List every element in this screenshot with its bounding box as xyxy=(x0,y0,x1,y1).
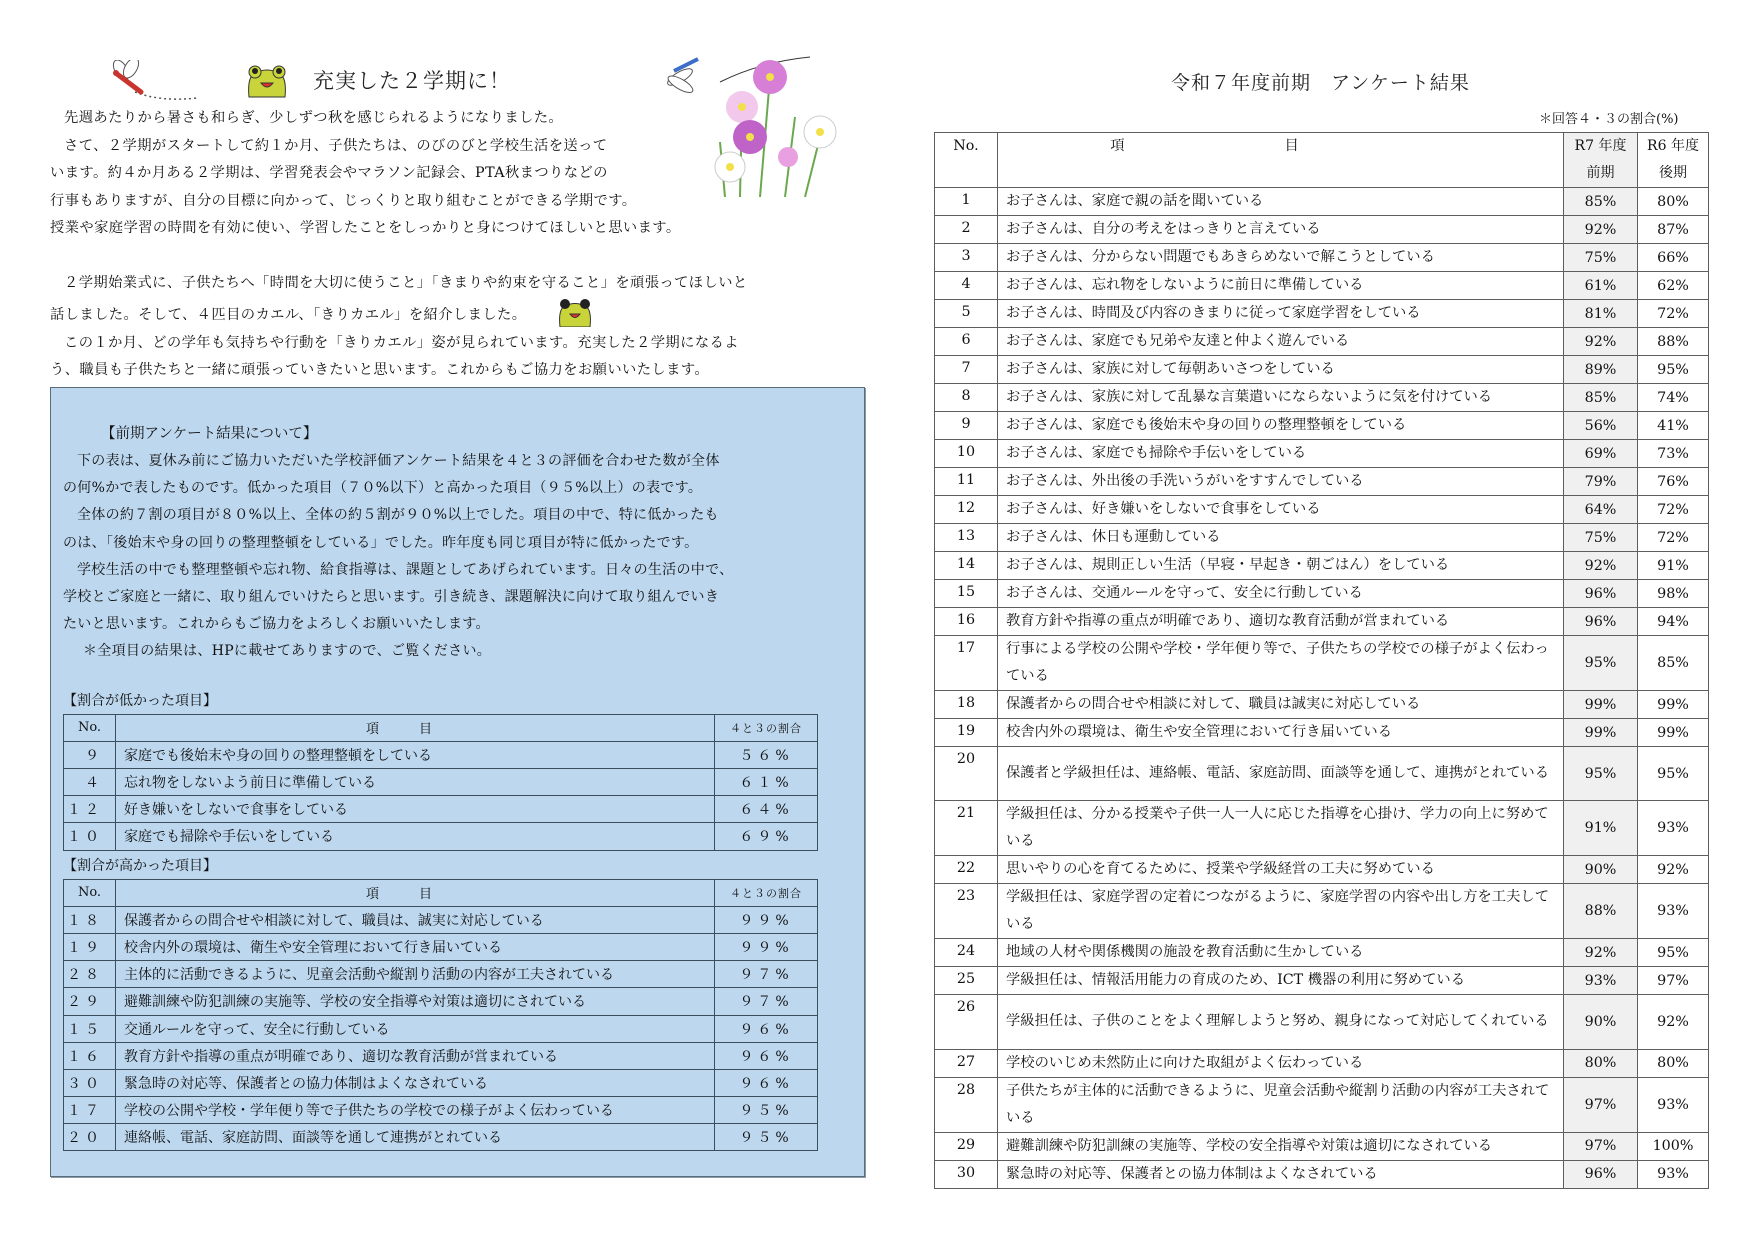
table-row xyxy=(935,412,1709,440)
table-row xyxy=(935,524,1709,552)
row-r6-value: 99% xyxy=(1638,691,1709,719)
row-item: 家庭でも後始末や身の回りの整理整頓をしている xyxy=(116,741,715,768)
row-r7-value: 92% xyxy=(1564,939,1638,967)
row-r6-value: 95% xyxy=(1638,939,1709,967)
row-r7-value: 92% xyxy=(1564,552,1638,580)
row-no: １０ xyxy=(64,823,116,850)
row-no: 25 xyxy=(935,967,998,995)
row-no: ９ xyxy=(64,741,116,768)
intro-line: います。約４か月ある２学期は、学習発表会やマラソン記録会、PTA秋まつりなどの xyxy=(50,165,608,181)
row-ratio: ６９% xyxy=(715,823,818,850)
summary-line: 全体の約７割の項目が８０%以上、全体の約５割が９０%以上でした。項目の中で、特に低かったも xyxy=(77,507,719,524)
row-r6-value: 91% xyxy=(1638,552,1709,580)
low-items-table xyxy=(63,714,818,851)
row-r6-value: 76% xyxy=(1638,468,1709,496)
table-row xyxy=(64,1069,818,1096)
table-header-row xyxy=(64,714,818,741)
row-r7-value: 93% xyxy=(1564,967,1638,995)
row-ratio: ９９% xyxy=(715,933,818,960)
row-item: お子さんは、時間及び内容のきまりに従って家庭学習をしている xyxy=(998,300,1564,328)
results-title: 令和７年度前期 アンケート結果 xyxy=(1171,72,1470,94)
row-r6-value: 72% xyxy=(1638,524,1709,552)
row-r7-value: 95% xyxy=(1564,636,1638,691)
row-r6-value: 87% xyxy=(1638,216,1709,244)
table-row xyxy=(935,747,1709,801)
row-r7-value: 75% xyxy=(1564,244,1638,272)
row-r7-value: 96% xyxy=(1564,1160,1638,1188)
row-r7-value: 89% xyxy=(1564,356,1638,384)
row-no: 14 xyxy=(935,552,998,580)
row-r7-value: 56% xyxy=(1564,412,1638,440)
row-ratio: ９６% xyxy=(715,1015,818,1042)
row-item: 忘れ物をしないよう前日に準備している xyxy=(116,769,715,796)
row-item: お子さんは、家庭でも掃除や手伝いをしている xyxy=(998,440,1564,468)
row-item: 保護者からの問合せや相談に対して、職員は、誠実に対応している xyxy=(116,906,715,933)
row-item: 子供たちが主体的に活動できるように、児童会活動や縦割り活動の内容が工夫されている xyxy=(998,1077,1564,1132)
row-item: お子さんは、家族に対して乱暴な言葉遣いにならないように気を付けている xyxy=(998,384,1564,412)
row-r6-value: 92% xyxy=(1638,856,1709,884)
row-no: 17 xyxy=(935,636,998,691)
row-r6-value: 94% xyxy=(1638,608,1709,636)
row-r6-value: 97% xyxy=(1638,967,1709,995)
table-row xyxy=(935,496,1709,524)
row-r7-value: 96% xyxy=(1564,580,1638,608)
row-r6-value: 80% xyxy=(1638,188,1709,216)
row-no: 13 xyxy=(935,524,998,552)
header-r7 xyxy=(1564,133,1638,188)
table-row xyxy=(935,188,1709,216)
row-r7-value: 99% xyxy=(1564,719,1638,747)
row-ratio: ９５% xyxy=(715,1124,818,1151)
row-r6-value: 72% xyxy=(1638,496,1709,524)
results-note: ＊回答４・３の割合(%) xyxy=(1539,112,1679,127)
row-ratio: ６１% xyxy=(715,769,818,796)
row-no: １９ xyxy=(64,933,116,960)
row-item: 避難訓練や防犯訓練の実施等、学校の安全指導や対策は適切にされている xyxy=(116,988,715,1015)
row-r7-value: 90% xyxy=(1564,995,1638,1049)
row-r6-value: 95% xyxy=(1638,747,1709,801)
table-row xyxy=(935,328,1709,356)
row-no: ４ xyxy=(64,769,116,796)
header-item: 項目 xyxy=(116,879,715,906)
table-row xyxy=(935,300,1709,328)
row-r6-value: 98% xyxy=(1638,580,1709,608)
row-r7-value: 92% xyxy=(1564,216,1638,244)
summary-paragraph xyxy=(63,448,854,666)
row-no: 1 xyxy=(935,188,998,216)
row-no: 8 xyxy=(935,384,998,412)
table-row xyxy=(935,384,1709,412)
row-item: お子さんは、交通ルールを守って、安全に行動している xyxy=(998,580,1564,608)
table-row xyxy=(935,856,1709,884)
row-r6-value: 100% xyxy=(1638,1132,1709,1160)
row-item: 校舎内外の環境は、衛生や安全管理において行き届いている xyxy=(998,719,1564,747)
table-row xyxy=(64,1042,818,1069)
table-row xyxy=(935,636,1709,691)
table-row xyxy=(935,801,1709,856)
frog-icon xyxy=(245,63,289,99)
summary-line: 学校生活の中でも整理整頓や忘れ物、給食指導は、課題としてあげられています。日々の生活の中で、 xyxy=(77,561,734,578)
row-no: 9 xyxy=(935,412,998,440)
row-item: 学級担任は、分かる授業や子供一人一人に応じた指導を心掛け、学力の向上に努めている xyxy=(998,801,1564,856)
table-row xyxy=(64,769,818,796)
table-row xyxy=(935,1160,1709,1188)
row-no: １５ xyxy=(64,1015,116,1042)
row-no: 26 xyxy=(935,995,998,1049)
table-row xyxy=(64,741,818,768)
row-item: お子さんは、外出後の手洗いうがいをすすんでしている xyxy=(998,468,1564,496)
row-item: お子さんは、家族に対して毎朝あいさつをしている xyxy=(998,356,1564,384)
row-no: ２８ xyxy=(64,961,116,988)
results-table xyxy=(934,132,1709,1189)
table-row xyxy=(935,691,1709,719)
small-frog-icon xyxy=(556,297,594,327)
summary-heading: 【前期アンケート結果について】 xyxy=(101,426,318,442)
ceremony-line: この１か月、どの学年も気持ちや行動を「きりカエル」姿が見られています。充実した２学期になるよ xyxy=(64,334,739,351)
row-item: 避難訓練や防犯訓練の実施等、学校の安全指導や対策は適切になされている xyxy=(998,1132,1564,1160)
table-row xyxy=(935,244,1709,272)
row-item: 教育方針や指導の重点が明確であり、適切な教育活動が営まれている xyxy=(116,1042,715,1069)
table-row xyxy=(935,1132,1709,1160)
low-items-label: 【割合が低かった項目】 xyxy=(63,692,217,709)
summary-line: のは、「後始末や身の回りの整理整頓をしている」でした。昨年度も同じ項目が特に低かったです。 xyxy=(63,534,699,551)
table-row xyxy=(64,961,818,988)
row-r6-value: 88% xyxy=(1638,328,1709,356)
table-header-row xyxy=(64,879,818,906)
row-ratio: ９７% xyxy=(715,988,818,1015)
header-item: 項目 xyxy=(116,714,715,741)
row-r6-value: 66% xyxy=(1638,244,1709,272)
header-r7-term: 前期 xyxy=(1586,165,1615,181)
row-item: 学校のいじめ未然防止に向けた取組がよく伝わっている xyxy=(998,1049,1564,1077)
title-row xyxy=(50,55,860,105)
table-row xyxy=(935,580,1709,608)
row-item: お子さんは、家庭で親の話を聞いている xyxy=(998,188,1564,216)
header-item: 項目 xyxy=(998,133,1564,188)
row-r7-value: 85% xyxy=(1564,384,1638,412)
row-item: 地域の人材や関係機関の施設を教育活動に生かしている xyxy=(998,939,1564,967)
high-items-table xyxy=(63,879,818,1152)
row-no: 7 xyxy=(935,356,998,384)
row-no: 5 xyxy=(935,300,998,328)
row-ratio: ９７% xyxy=(715,961,818,988)
row-r7-value: 69% xyxy=(1564,440,1638,468)
row-r6-value: 80% xyxy=(1638,1049,1709,1077)
high-items-label: 【割合が高かった項目】 xyxy=(63,857,217,874)
row-no: 30 xyxy=(935,1160,998,1188)
table-row xyxy=(64,906,818,933)
row-item: お子さんは、休日も運動している xyxy=(998,524,1564,552)
row-r6-value: 93% xyxy=(1638,884,1709,939)
row-no: 23 xyxy=(935,884,998,939)
table-row xyxy=(935,216,1709,244)
row-ratio: ９６% xyxy=(715,1069,818,1096)
table-row xyxy=(935,884,1709,939)
table-row xyxy=(935,1077,1709,1132)
row-no: ２０ xyxy=(64,1124,116,1151)
header-r7-year: R7 年度 xyxy=(1574,138,1627,154)
row-no: 16 xyxy=(935,608,998,636)
row-ratio: ９９% xyxy=(715,906,818,933)
ceremony-line-with-frog xyxy=(50,297,860,330)
row-item: お子さんは、自分の考えをはっきりと言えている xyxy=(998,216,1564,244)
row-r6-value: 93% xyxy=(1638,1077,1709,1132)
row-item: お子さんは、分からない問題でもあきらめないで解こうとしている xyxy=(998,244,1564,272)
summary-line: 学校とご家庭と一緒に、取り組んでいけたらと思います。引き続き、課題解決に向けて取り組んでいき xyxy=(63,589,720,606)
row-no: 21 xyxy=(935,801,998,856)
row-r7-value: 96% xyxy=(1564,608,1638,636)
cosmos-flowers-icon xyxy=(660,37,850,197)
table-header-row xyxy=(935,133,1709,188)
summary-line: 下の表は、夏休み前にご協力いただいた学校評価アンケート結果を４と３の評価を合わせた数が全体 xyxy=(77,453,720,469)
row-r7-value: 90% xyxy=(1564,856,1638,884)
summary-line: ＊全項目の結果は、HPに載せてありますので、ご覧ください。 xyxy=(83,643,492,660)
table-row xyxy=(64,933,818,960)
summary-line: たいと思います。これからもご協力をよろしくお願いいたします。 xyxy=(63,616,490,633)
header-no: No. xyxy=(64,714,116,741)
row-no: 19 xyxy=(935,719,998,747)
row-item: 思いやりの心を育てるために、授業や学級経営の工夫に努めている xyxy=(998,856,1564,884)
row-no: ２９ xyxy=(64,988,116,1015)
header-r6-year: R6 年度 xyxy=(1647,138,1699,154)
row-r6-value: 92% xyxy=(1638,995,1709,1049)
table-row xyxy=(64,1015,818,1042)
row-item: 保護者と学級担任は、連絡帳、電話、家庭訪問、面談等を通して、連携がとれている xyxy=(998,747,1564,801)
table-row xyxy=(935,440,1709,468)
table-row xyxy=(935,995,1709,1049)
row-item: 緊急時の対応等、保護者との協力体制はよくなされている xyxy=(998,1160,1564,1188)
row-item: 交通ルールを守って、安全に行動している xyxy=(116,1015,715,1042)
table-row xyxy=(64,1097,818,1124)
row-r6-value: 93% xyxy=(1638,801,1709,856)
table-row xyxy=(935,939,1709,967)
intro-line: さて、２学期がスタートして約１か月、子供たちは、のびのびと学校生活を送って xyxy=(64,137,608,154)
header-no: No. xyxy=(935,133,998,188)
table-row xyxy=(64,823,818,850)
table-row xyxy=(935,552,1709,580)
header-ratio: ４と３の割合 xyxy=(715,879,818,906)
row-no: 2 xyxy=(935,216,998,244)
row-item: 連絡帳、電話、家庭訪問、面談等を通して連携がとれている xyxy=(116,1124,715,1151)
row-item: 学級担任は、子供のことをよく理解しようと努め、親身になって対応してくれている xyxy=(998,995,1564,1049)
row-item: 保護者からの問合せや相談に対して、職員は誠実に対応している xyxy=(998,691,1564,719)
row-r7-value: 97% xyxy=(1564,1077,1638,1132)
row-no: 20 xyxy=(935,747,998,801)
row-r6-value: 85% xyxy=(1638,636,1709,691)
row-r6-value: 95% xyxy=(1638,356,1709,384)
row-r7-value: 88% xyxy=(1564,884,1638,939)
row-no: 12 xyxy=(935,496,998,524)
table-row xyxy=(64,796,818,823)
newsletter-title: 充実した２学期に！ xyxy=(313,69,511,93)
table-row xyxy=(64,1124,818,1151)
ceremony-line: 話しました。そして、４匹目のカエル、「きりカエル」を紹介しました。 xyxy=(50,307,527,323)
row-r6-value: 99% xyxy=(1638,719,1709,747)
row-r7-value: 91% xyxy=(1564,801,1638,856)
header-no: No. xyxy=(64,879,116,906)
intro-line: 先週あたりから暑さも和らぎ、少しずつ秋を感じられるようになりました。 xyxy=(64,110,564,126)
row-r6-value: 73% xyxy=(1638,440,1709,468)
row-r7-value: 61% xyxy=(1564,272,1638,300)
row-item: 好き嫌いをしないで食事をしている xyxy=(116,796,715,823)
row-item: 緊急時の対応等、保護者との協力体制はよくなされている xyxy=(116,1069,715,1096)
row-no: 22 xyxy=(935,856,998,884)
row-r7-value: 85% xyxy=(1564,188,1638,216)
row-item: お子さんは、家庭でも兄弟や友達と仲よく遊んでいる xyxy=(998,328,1564,356)
row-r7-value: 75% xyxy=(1564,524,1638,552)
table-row xyxy=(935,356,1709,384)
row-r6-value: 41% xyxy=(1638,412,1709,440)
row-r7-value: 95% xyxy=(1564,747,1638,801)
row-no: １８ xyxy=(64,906,116,933)
row-no: 6 xyxy=(935,328,998,356)
row-item: 教育方針や指導の重点が明確であり、適切な教育活動が営まれている xyxy=(998,608,1564,636)
intro-line: 授業や家庭学習の時間を有効に使い、学習したことをしっかりと身につけてほしいと思います。 xyxy=(50,220,681,236)
row-item: お子さんは、忘れ物をしないように前日に準備している xyxy=(998,272,1564,300)
row-no: 28 xyxy=(935,1077,998,1132)
row-r6-value: 72% xyxy=(1638,300,1709,328)
row-ratio: ９５% xyxy=(715,1097,818,1124)
row-r7-value: 79% xyxy=(1564,468,1638,496)
row-no: ３０ xyxy=(64,1069,116,1096)
table-row xyxy=(935,608,1709,636)
header-r6-term: 後期 xyxy=(1659,165,1687,181)
row-r7-value: 99% xyxy=(1564,691,1638,719)
row-no: 18 xyxy=(935,691,998,719)
row-item: 家庭でも掃除や手伝いをしている xyxy=(116,823,715,850)
row-item: 学校の公開や学校・学年便り等で子供たちの学校での様子がよく伝わっている xyxy=(116,1097,715,1124)
table-row xyxy=(64,988,818,1015)
row-no: 11 xyxy=(935,468,998,496)
row-no: 4 xyxy=(935,272,998,300)
row-item: 学級担任は、情報活用能力の育成のため、ICT 機器の利用に努めている xyxy=(998,967,1564,995)
red-dragonfly-icon xyxy=(105,60,200,105)
table-row xyxy=(935,719,1709,747)
survey-summary-box xyxy=(50,387,865,1177)
newsletter-left-page xyxy=(50,55,860,385)
header-ratio: ４と３の割合 xyxy=(715,714,818,741)
row-ratio: ５６% xyxy=(715,741,818,768)
row-r6-value: 74% xyxy=(1638,384,1709,412)
row-r7-value: 64% xyxy=(1564,496,1638,524)
header-r6 xyxy=(1638,133,1709,188)
intro-line: 行事もありますが、自分の目標に向かって、じっくりと取り組むことができる学期です。 xyxy=(50,192,637,209)
row-r7-value: 92% xyxy=(1564,328,1638,356)
row-item: 行事による学校の公開や学校・学年便り等で、子供たちの学校での様子がよく伝わっている xyxy=(998,636,1564,691)
table-row xyxy=(935,272,1709,300)
row-item: 学級担任は、家庭学習の定着につながるように、家庭学習の内容や出し方を工夫している xyxy=(998,884,1564,939)
row-ratio: ９６% xyxy=(715,1042,818,1069)
table-row xyxy=(935,967,1709,995)
row-r7-value: 80% xyxy=(1564,1049,1638,1077)
row-item: お子さんは、好き嫌いをしないで食事をしている xyxy=(998,496,1564,524)
row-no: 15 xyxy=(935,580,998,608)
row-no: １２ xyxy=(64,796,116,823)
row-no: 29 xyxy=(935,1132,998,1160)
row-r6-value: 62% xyxy=(1638,272,1709,300)
row-no: １６ xyxy=(64,1042,116,1069)
row-item: 校舎内外の環境は、衛生や安全管理において行き届いている xyxy=(116,933,715,960)
row-no: 3 xyxy=(935,244,998,272)
row-r7-value: 97% xyxy=(1564,1132,1638,1160)
row-no: 27 xyxy=(935,1049,998,1077)
row-item: 主体的に活動できるように、児童会活動や縦割り活動の内容が工夫されている xyxy=(116,961,715,988)
row-no: １７ xyxy=(64,1097,116,1124)
row-no: 10 xyxy=(935,440,998,468)
row-ratio: ６４% xyxy=(715,796,818,823)
ceremony-line: う、職員も子供たちと一緒に頑張っていきたいと思います。これからもご協力をお願いいたします。 xyxy=(50,362,710,378)
table-row xyxy=(935,1049,1709,1077)
summary-line: の何%かで表したものです。低かった項目（７０%以下）と高かった項目（９５%以上）の表です。 xyxy=(63,480,703,497)
row-item: お子さんは、家庭でも後始末や身の回りの整理整頓をしている xyxy=(998,412,1564,440)
ceremony-line: ２学期始業式に、子供たちへ「時間を大切に使うこと」「きまりや約束を守ること」を頑張ってほしいと xyxy=(64,274,748,291)
row-r7-value: 81% xyxy=(1564,300,1638,328)
row-item: お子さんは、規則正しい生活（早寝・早起き・朝ごはん）をしている xyxy=(998,552,1564,580)
table-row xyxy=(935,468,1709,496)
row-r6-value: 93% xyxy=(1638,1160,1709,1188)
row-no: 24 xyxy=(935,939,998,967)
